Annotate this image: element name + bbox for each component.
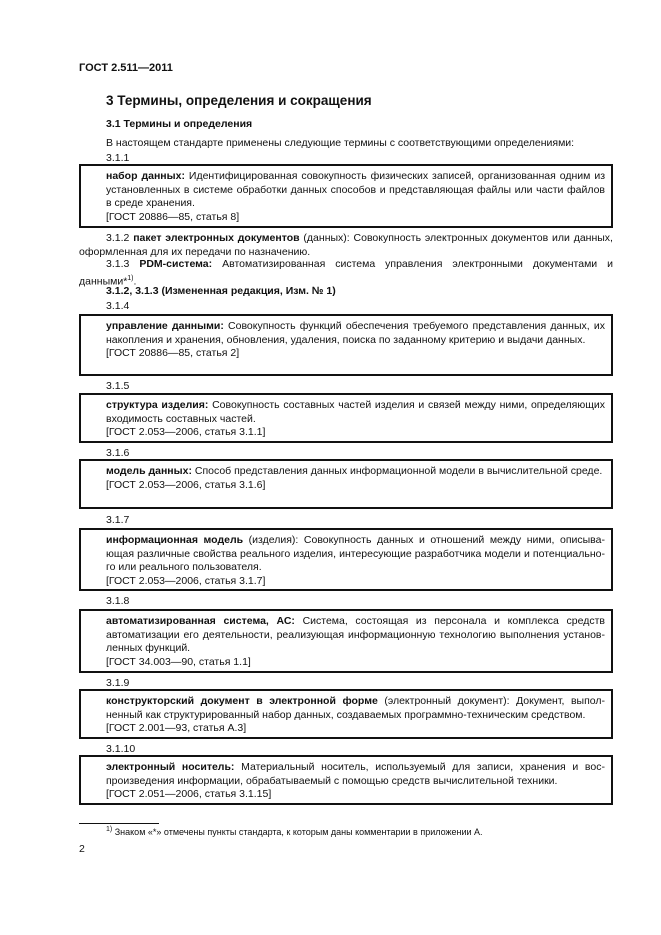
term-definition-box xyxy=(79,755,613,805)
term-number: 3.1.3 xyxy=(106,258,130,270)
term-text: (электронный документ): Документ, выполненный как структурированный набор данных, создаваемых программно-техническим средством. xyxy=(106,695,605,721)
term-reference: [ГОСТ 20886—85, статья 2] xyxy=(106,347,240,359)
term-reference: [ГОСТ 2.053—2006, статья 3.1.6] xyxy=(106,478,266,491)
term-text: Способ представления данных информационной модели в вычислительной среде. xyxy=(191,465,603,477)
term-text: Система, состоящая из персонала и комплекса средств автоматизации его деятельности, реализующая информационную технологию выполнения установленных функций. xyxy=(106,615,605,654)
term-definition-box xyxy=(79,393,613,443)
term-name: PDM-система: xyxy=(139,258,213,270)
term-text: Совокупность составных частей изделия и связей между ними, определяющих входимость составных частей. xyxy=(106,399,606,425)
amendment-note: 3.1.2, 3.1.3 (Измененная редакция, Изм. № 1) xyxy=(106,285,336,297)
intro-text: В настоящем стандарте применены следующие термины с соответствующими определениями: xyxy=(106,137,575,149)
term-definition-box xyxy=(79,459,613,509)
footnote-text: Знаком «*» отмечены пункты стандарта, к которым даны комментарии в приложении А. xyxy=(112,827,483,837)
term-reference: [ГОСТ 2.001—93, статья А.3] xyxy=(106,722,247,734)
term-number: 3.1.1 xyxy=(106,152,130,164)
term-reference: [ГОСТ 2.053—2006, статья 3.1.1] xyxy=(106,426,266,438)
term-definition-box xyxy=(79,528,613,591)
term-name: автоматизированная система, АС: xyxy=(106,615,295,627)
term-text: Совокупность функций обеспечения требуемого представления данных, их накопления и хранения, обновления, удаления, поиска по заданному критерию и выдачи данных. xyxy=(106,320,605,346)
term-name: электронный носитель: xyxy=(106,761,235,773)
term-text: (изделия): Совокупность данных и отношений между ними, описывающая различные свойства реального изделия, интересующие разработчика модели и потенциального или реального пользователя. xyxy=(106,534,605,573)
term-text: (данных): Совокупность электронных документов или данных, оформленная для их передачи по назначению. xyxy=(79,232,613,258)
term-name: пакет электронных документов xyxy=(133,232,300,244)
term-text: Материальный носитель, используемый для записи, хранения и воспроизведения информации, обрабатываемый с помощью средств вычислительной техники. xyxy=(106,761,605,787)
term-reference: [ГОСТ 20886—85, статья 8] xyxy=(106,210,240,223)
footnote-separator xyxy=(79,823,159,824)
term-text: Идентифицированная совокупность физических записей, организованная одним из установленных в системе обработки данных способов и представляющая файлы или части файлов в среде хранения. xyxy=(106,170,606,209)
term-name: структура изделия: xyxy=(106,399,209,411)
subsection-title: 3.1 Термины и определения xyxy=(106,118,253,130)
term-name: информационная модель xyxy=(106,534,244,546)
term-definition-box xyxy=(79,314,613,376)
term-number: 3.1.2 xyxy=(106,232,130,244)
term-number: 3.1.4 xyxy=(106,300,130,312)
term-number: 3.1.8 xyxy=(106,595,130,607)
term-definition-box xyxy=(79,689,613,739)
term-name: модель данных: xyxy=(106,465,192,477)
term-reference: [ГОСТ 2.051—2006, статья 3.1.15] xyxy=(106,788,272,800)
term-name: набор данных: xyxy=(106,170,185,182)
footnote-mark: 1) xyxy=(127,274,134,282)
page-number: 2 xyxy=(79,843,85,855)
term-reference: [ГОСТ 2.053—2006, статья 3.1.7] xyxy=(106,574,266,587)
term-text: Автоматизированная система управления электронными документами и данными* xyxy=(79,258,614,287)
term-number: 3.1.7 xyxy=(106,514,130,526)
term-name: конструкторский документ в электронной форме xyxy=(106,695,378,707)
term-paragraph xyxy=(79,232,613,259)
term-number: 3.1.5 xyxy=(106,380,130,392)
term-number: 3.1.10 xyxy=(106,743,136,755)
footnote xyxy=(106,826,483,837)
document-header: ГОСТ 2.511—2011 xyxy=(79,62,173,74)
footnote-mark: 1) xyxy=(106,826,113,833)
section-title: 3 Термины, определения и сокращения xyxy=(106,93,372,108)
term-number: 3.1.9 xyxy=(106,677,130,689)
term-name: управление данными: xyxy=(106,320,224,332)
term-reference: [ГОСТ 34.003—90, статья 1.1] xyxy=(106,655,251,668)
term-paragraph: 3.1.3 PDM-система: Автоматизированная система управления электронными документами и данными*$^{1)}$. xyxy=(79,258,614,287)
term-definition-box xyxy=(79,164,613,228)
term-number: 3.1.6 xyxy=(106,447,130,459)
term-definition-box xyxy=(79,609,613,673)
